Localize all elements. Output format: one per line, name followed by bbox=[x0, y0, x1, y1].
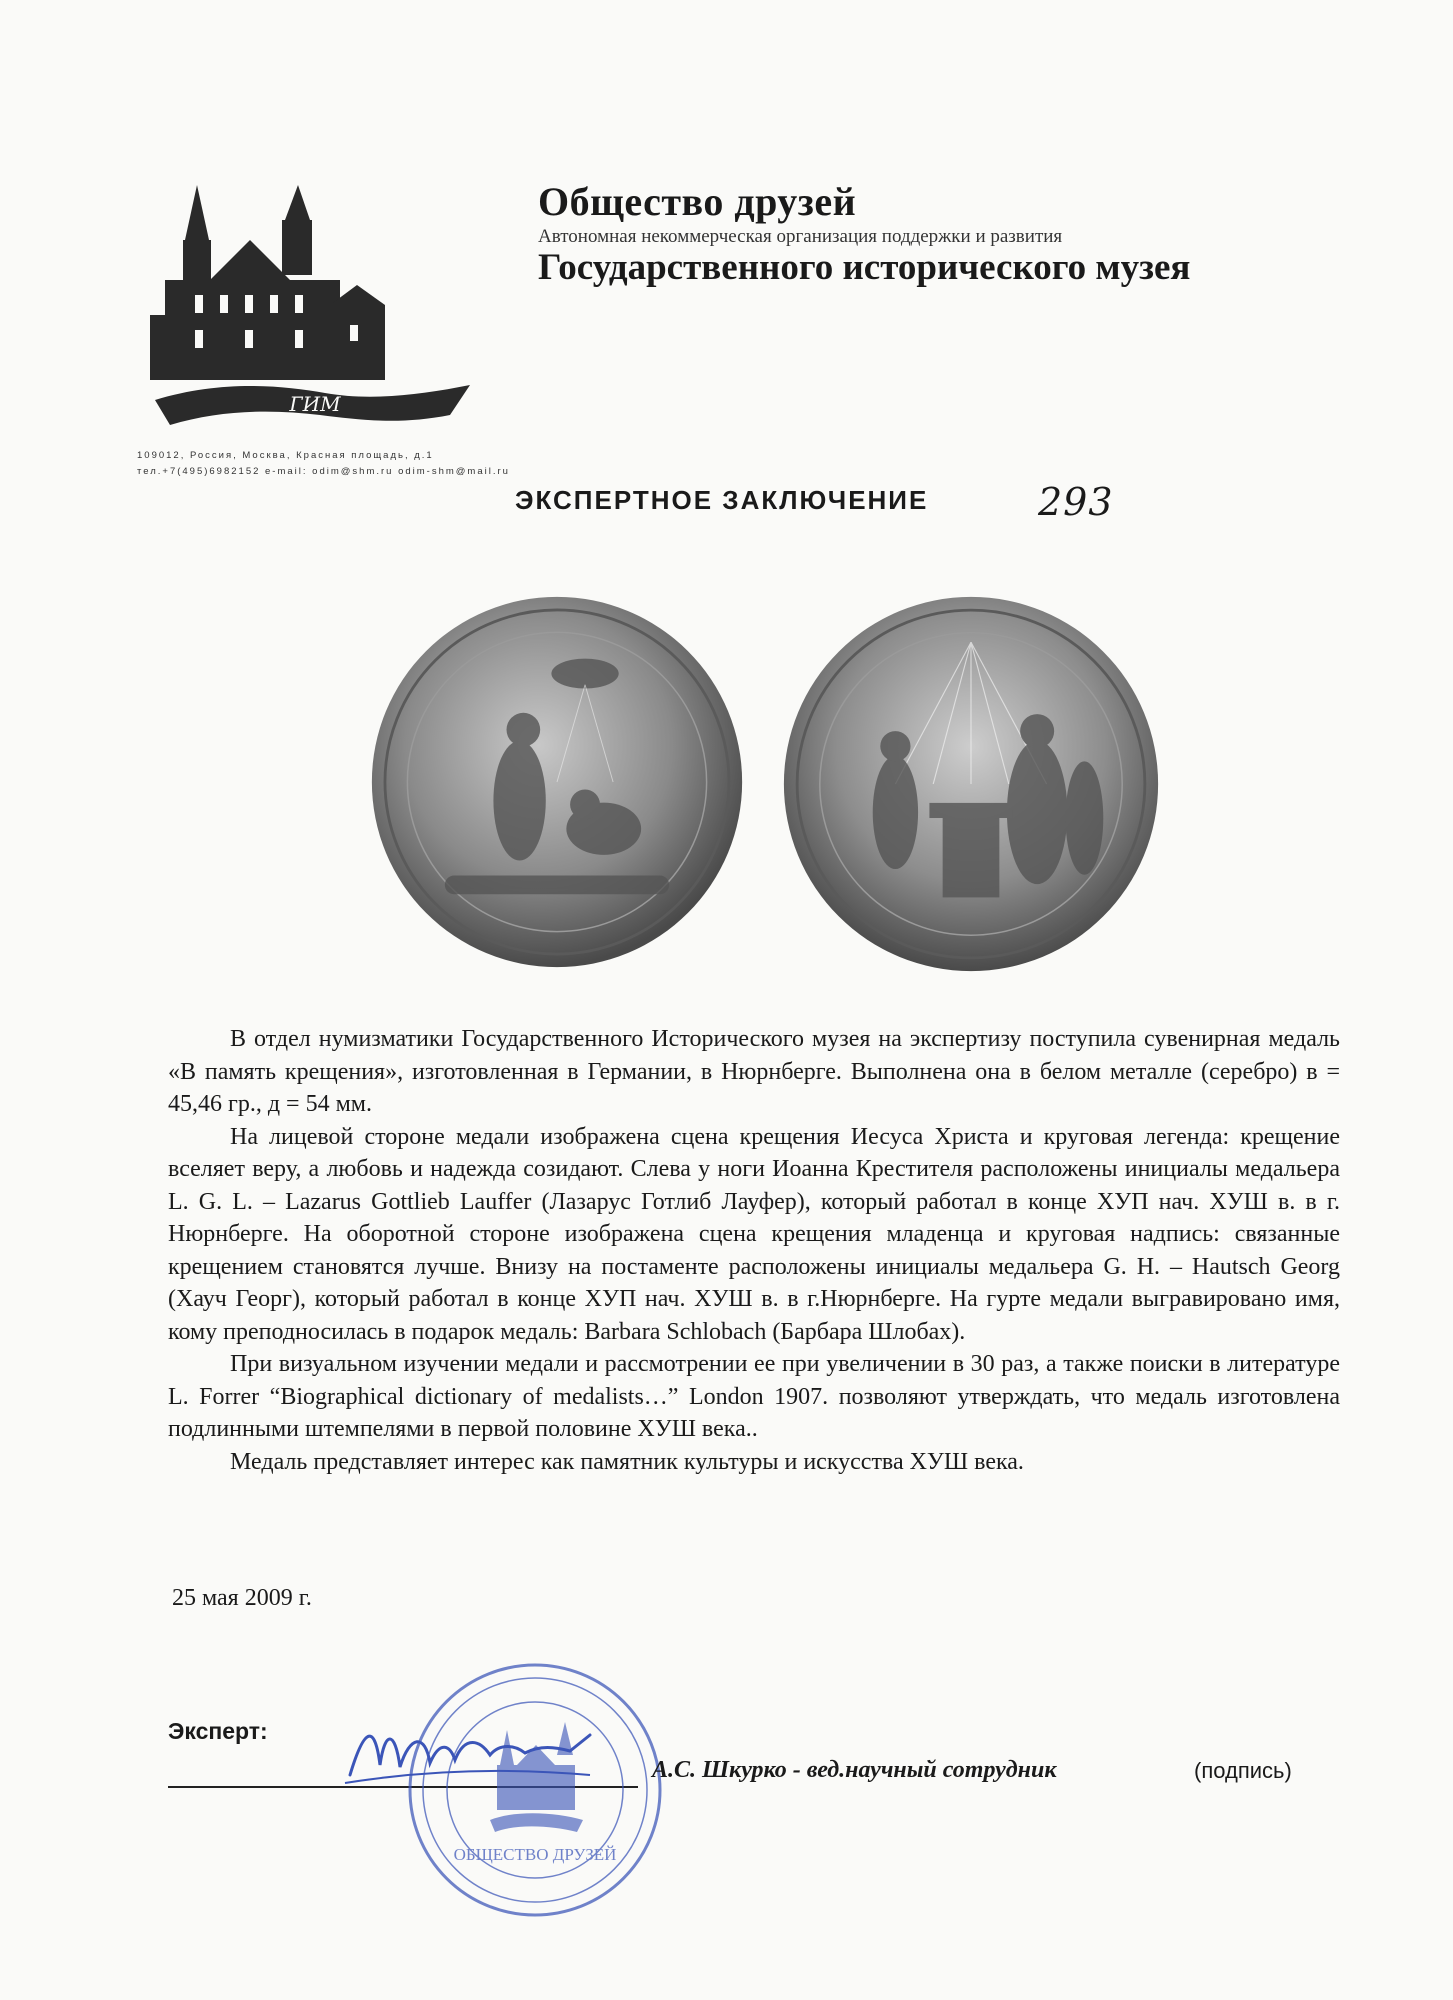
signature-caption: (подпись) bbox=[1194, 1758, 1292, 1783]
museum-logo bbox=[150, 185, 495, 435]
document-date: 25 мая 2009 г. bbox=[172, 1585, 312, 1611]
logo-text: ГИМ bbox=[289, 392, 341, 416]
expert-label: Эксперт: bbox=[168, 1718, 268, 1744]
body-paragraph: На лицевой стороне медали изображена сцена крещения Иесуса Христа и круговая легенда: крещение вселяет веру, а любовь и надежда созидают. Слева у ноги Иоанна Крестителя расположены инициалы медальера L. G. L. – Lazarus Gottlieb Lauffer (Лазарус Готлиб Лауфер), который работал в конце ХУП нач. ХУШ в. в г. Нюрнберге. На оборотной стороне изображена сцена крещения младенца и круговая надпись: связанные крещением становятся лучше. Внизу на постаменте расположены инициалы медальера G. H. – Hautsch Georg (Хауч Георг), который работал в конце ХУП нач. ХУШ в. в г.Нюрнберге. На гурте медали выгравировано имя, кому преподносилась в подарок медаль: Barbara Schlobach (Барбара Шлобах). bbox=[168, 1123, 1340, 1345]
conclusion-body bbox=[168, 1023, 1340, 1478]
body-paragraph: При визуальном изучении медали и рассмотрении ее при увеличении в 30 раз, а также поиски в литературе L. Forrer “Biographical dictionary of medalists…” London 1907. позволяют утверждать, что медаль изготовлена подлинными штемпелями в первой половине ХУШ века.. bbox=[168, 1351, 1340, 1442]
body-paragraph: Медаль представляет интерес как памятник культуры и искусства ХУШ века. bbox=[230, 1448, 1024, 1475]
stamp-text: ОБЩЕСТВО ДРУЗЕЙ bbox=[453, 1845, 617, 1864]
address-line: 109012, Россия, Москва, Красная площадь, д.1 bbox=[137, 450, 434, 461]
contact-line: тел.+7(495)6982152 e-mail: odim@shm.ru odim-shm@mail.ru bbox=[137, 466, 510, 477]
signer-name: А.С. Шкурко - вед.научный сотрудник bbox=[652, 1757, 1057, 1783]
medal-obverse-image bbox=[370, 595, 744, 969]
org-subtitle: Автономная некоммерческая организация поддержки и развития bbox=[538, 226, 1063, 247]
document-title: ЭКСПЕРТНОЕ ЗАКЛЮЧЕНИЕ bbox=[515, 485, 929, 515]
handwritten-signature bbox=[340, 1705, 600, 1795]
org-museum: Государственного исторического музея bbox=[538, 247, 1191, 288]
org-name: Общество друзей bbox=[538, 179, 857, 224]
document-number: 293 bbox=[1038, 480, 1114, 524]
medal-reverse-image bbox=[782, 595, 1160, 973]
body-paragraph: В отдел нумизматики Государственного Исторического музея на экспертизу поступила сувенирная медаль «В память крещения», изготовленная в Германии, в Нюрнберге. Выполнена она в белом металле (серебро) в = 45,46 гр., д = 54 мм. bbox=[168, 1026, 1340, 1117]
